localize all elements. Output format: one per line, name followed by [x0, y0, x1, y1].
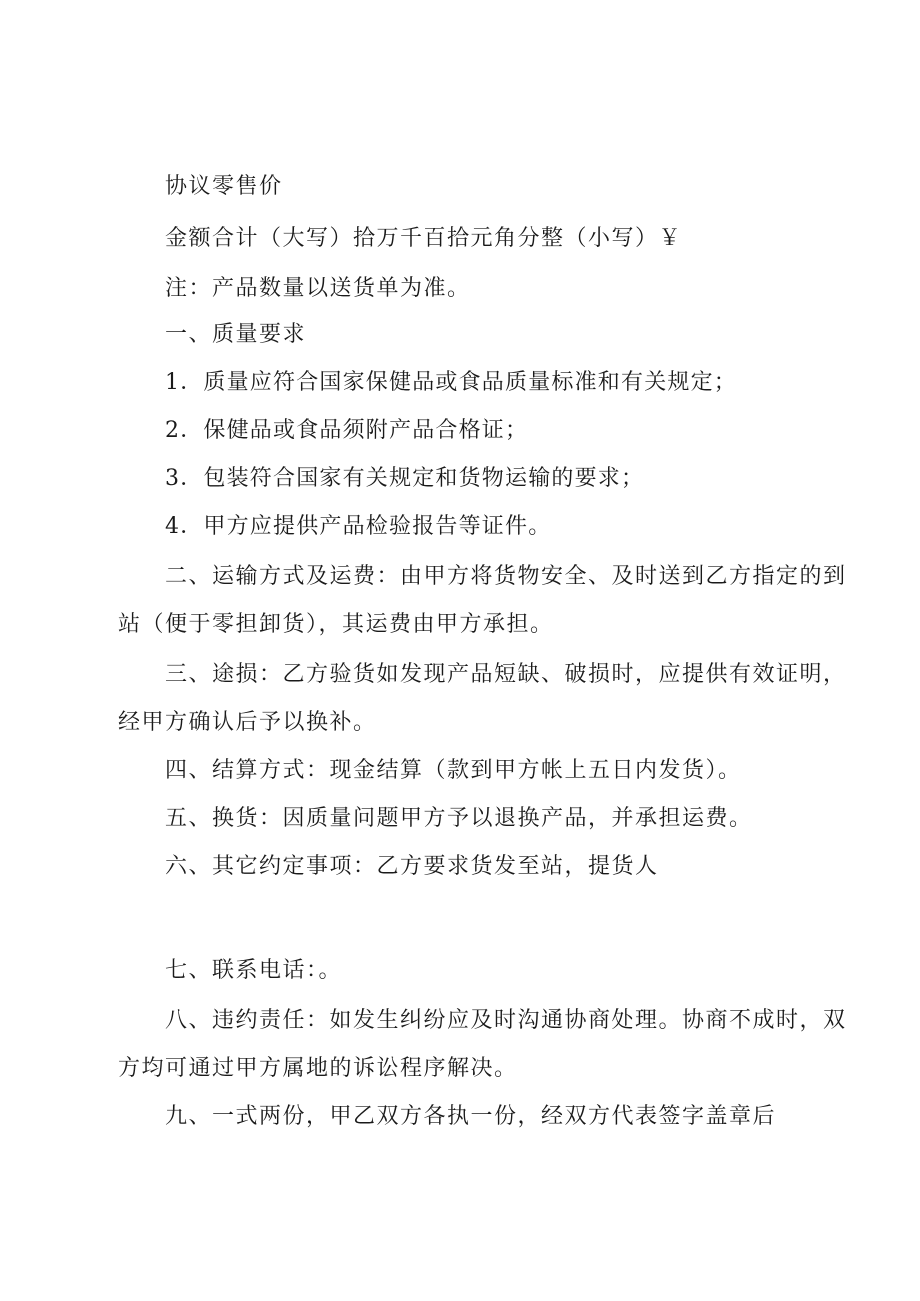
- quality-item-3: 3．包装符合国家有关规定和货物运输的要求；: [165, 466, 645, 491]
- transport-clause-line-2: 站（便于零担卸货），其运费由甲方承担。: [118, 612, 554, 637]
- damage-clause-line-2: 经甲方确认后予以换补。: [118, 710, 377, 735]
- quantity-note-line: 注：产品数量以送货单为准。: [165, 276, 471, 301]
- quality-heading: 一、质量要求: [165, 322, 307, 347]
- amount-total-line: 金额合计（大写）拾万千百拾元角分整（小写）￥: [165, 226, 683, 251]
- retail-price-line: 协议零售价: [165, 174, 283, 199]
- contact-phone-line: 七、联系电话：。: [165, 958, 343, 983]
- quality-item-1: 1．质量应符合国家保健品或食品质量标准和有关规定；: [165, 370, 737, 395]
- copies-clause: 九、一式两份，甲乙双方各执一份，经双方代表签字盖章后: [165, 1104, 777, 1129]
- transport-clause-line-1: 二、运输方式及运费：由甲方将货物安全、及时送到乙方指定的到: [165, 564, 847, 589]
- damage-clause-line-1: 三、途损：乙方验货如发现产品短缺、破损时，应提供有效证明，: [165, 662, 847, 687]
- quality-item-4: 4．甲方应提供产品检验报告等证件。: [165, 514, 552, 539]
- exchange-clause: 五、换货：因质量问题甲方予以退换产品，并承担运费。: [165, 806, 753, 831]
- other-terms-clause: 六、其它约定事项：乙方要求货发至站，提货人: [165, 854, 659, 879]
- breach-clause-line-2: 方均可通过甲方属地的诉讼程序解决。: [118, 1056, 518, 1081]
- quality-item-2: 2．保健品或食品须附产品合格证；: [165, 418, 529, 443]
- settlement-clause: 四、结算方式：现金结算（款到甲方帐上五日内发货）。: [165, 758, 742, 783]
- breach-clause-line-1: 八、违约责任：如发生纠纷应及时沟通协商处理。协商不成时，双: [165, 1008, 847, 1033]
